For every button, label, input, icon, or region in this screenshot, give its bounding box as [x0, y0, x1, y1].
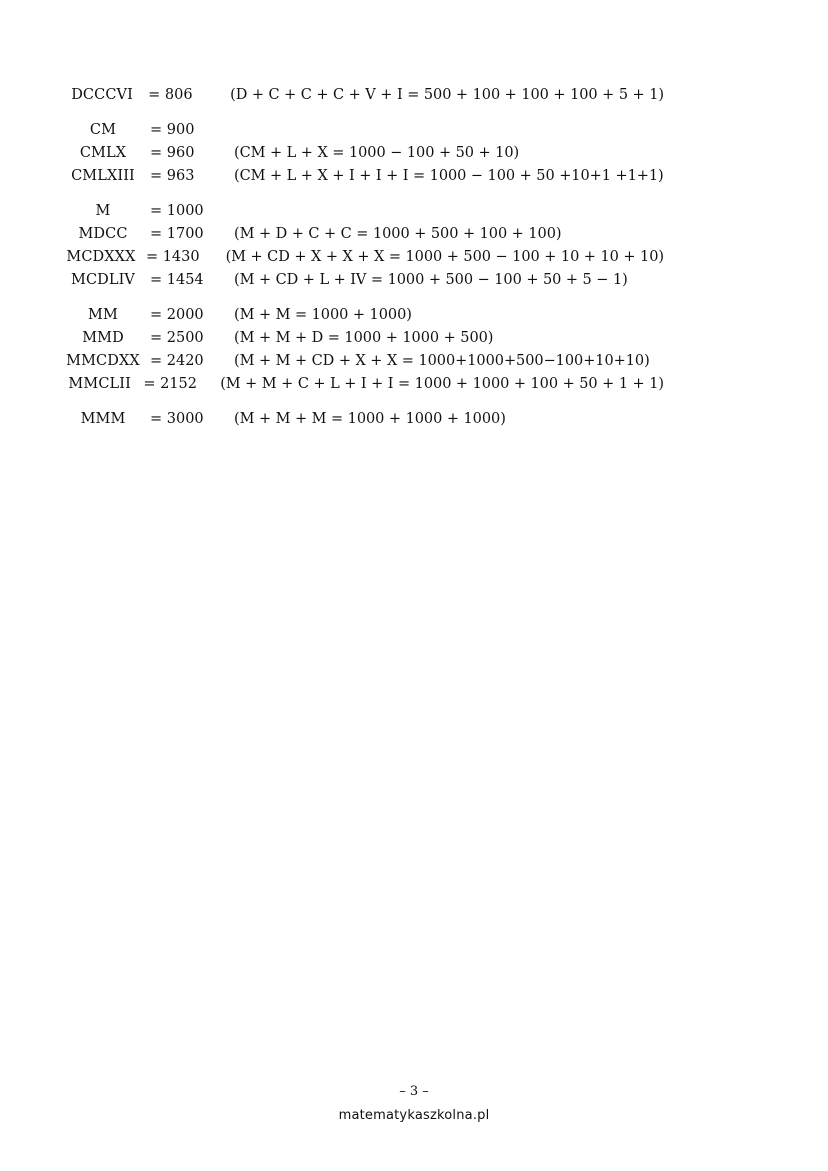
numeral-value: = 2420	[150, 353, 204, 369]
numeral-explanation: (CM + L + X + I + I + I = 1000 − 100 + 50 +10+1 +1+1)	[234, 168, 664, 184]
numeral-value: = 1000	[150, 203, 204, 219]
numeral-explanation: (M + CD + X + X + X = 1000 + 500 − 100 + 10 + 10 + 10)	[225, 249, 664, 265]
roman-numeral: MMD	[82, 330, 124, 346]
roman-numeral: MMCLII	[68, 376, 131, 392]
numeral-explanation: (M + M + CD + X + X = 1000+1000+500−100+10+10)	[234, 353, 650, 369]
page-number: – 3 –	[399, 1084, 429, 1099]
roman-numeral: CMLX	[79, 145, 127, 161]
numeral-row	[64, 408, 664, 431]
roman-numeral: MMM	[80, 411, 126, 427]
roman-numeral: MMCDXX	[66, 353, 140, 369]
numeral-value: = 1454	[150, 272, 204, 288]
numeral-row	[64, 373, 664, 396]
numeral-row	[64, 84, 664, 107]
roman-numeral: DCCCVI	[71, 87, 133, 103]
numeral-value: = 960	[150, 145, 195, 161]
numeral-value: = 3000	[150, 411, 204, 427]
roman-numeral: MDCC	[78, 226, 128, 242]
numeral-explanation: (M + M = 1000 + 1000)	[234, 307, 412, 323]
numeral-row	[64, 327, 664, 350]
numeral-value: = 963	[150, 168, 195, 184]
roman-numeral: MM	[88, 307, 118, 323]
numeral-group	[64, 304, 664, 396]
numeral-explanation: (M + M + D = 1000 + 1000 + 500)	[234, 330, 494, 346]
roman-numeral: MCDXXX	[66, 249, 136, 265]
numeral-explanation: (D + C + C + C + V + I = 500 + 100 + 100 + 100 + 5 + 1)	[230, 87, 664, 103]
numeral-explanation: (M + D + C + C = 1000 + 500 + 100 + 100)	[234, 226, 562, 242]
numeral-group	[64, 84, 664, 107]
numeral-row	[64, 165, 664, 188]
numeral-value: = 1700	[150, 226, 204, 242]
numeral-row	[64, 269, 664, 292]
numeral-value: = 2500	[150, 330, 204, 346]
numeral-value: = 2000	[150, 307, 204, 323]
numeral-explanation: (M + M + M = 1000 + 1000 + 1000)	[234, 411, 506, 427]
roman-numeral: CMLXIII	[71, 168, 135, 184]
numeral-row	[64, 304, 664, 327]
numeral-row	[64, 119, 664, 142]
numeral-explanation: (M + M + C + L + I + I = 1000 + 1000 + 100 + 50 + 1 + 1)	[220, 376, 664, 392]
numeral-row	[64, 350, 664, 373]
numeral-group	[64, 200, 664, 292]
roman-numeral: CM	[89, 122, 117, 138]
numeral-row	[64, 246, 664, 269]
numeral-row	[64, 200, 664, 223]
numeral-value: = 1430	[145, 249, 200, 265]
numeral-group	[64, 408, 664, 431]
numeral-explanation: (M + CD + L + IV = 1000 + 500 − 100 + 50 + 5 − 1)	[234, 272, 628, 288]
numeral-row	[64, 142, 664, 165]
numeral-row	[64, 223, 664, 246]
numeral-group	[64, 119, 664, 188]
numeral-value: = 2152	[143, 376, 198, 392]
roman-numerals-table	[64, 84, 664, 443]
numeral-value: = 900	[150, 122, 195, 138]
numeral-value: = 806	[148, 87, 193, 103]
footer-site-name: matematykaszkolna.pl	[338, 1108, 490, 1123]
roman-numeral: M	[95, 203, 111, 219]
roman-numeral: MCDLIV	[71, 272, 135, 288]
numeral-explanation: (CM + L + X = 1000 − 100 + 50 + 10)	[234, 145, 520, 161]
